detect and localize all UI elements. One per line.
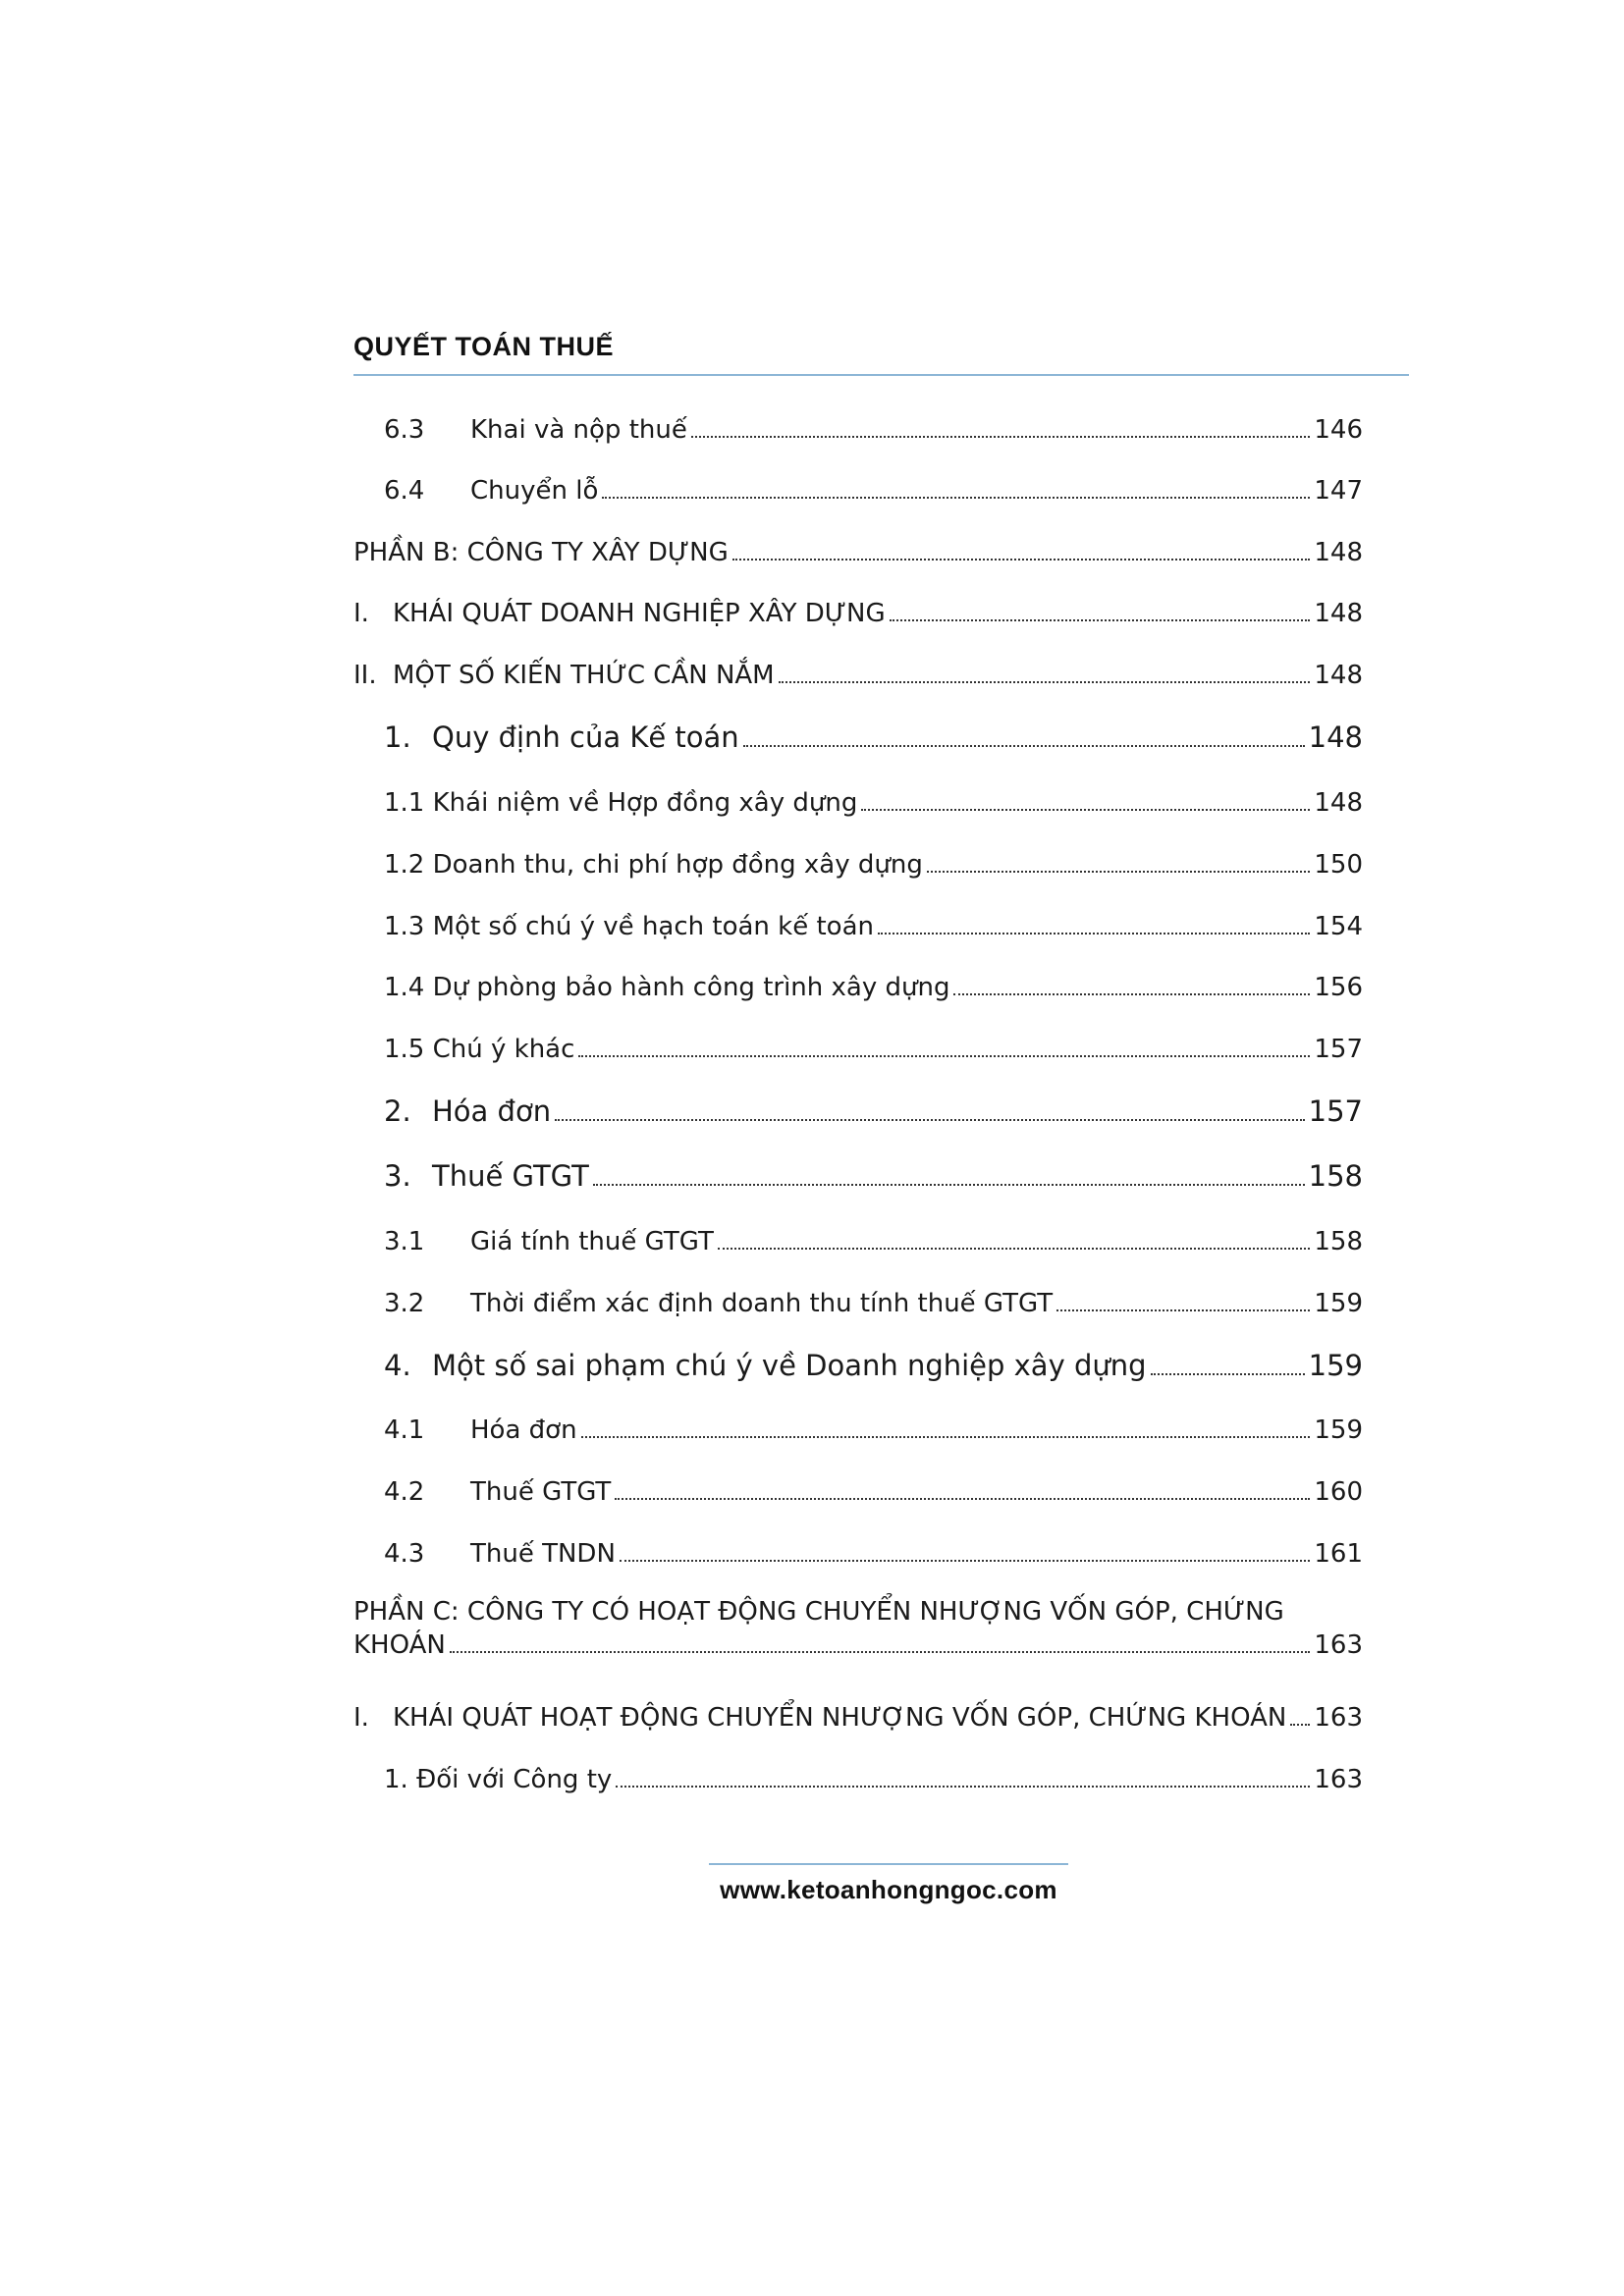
- toc-entry[interactable]: [384, 914, 1363, 939]
- toc-entry-title: 1.2 Doanh thu, chi phí hợp đồng xây dựng: [384, 850, 923, 880]
- toc-entry[interactable]: [353, 601, 1363, 626]
- toc-entry-page: 159: [1308, 1349, 1363, 1382]
- toc-entry-page: 160: [1314, 1477, 1363, 1507]
- toc-leader: [927, 871, 1311, 873]
- toc-entry-number: II.: [353, 661, 377, 690]
- toc-entry[interactable]: [384, 975, 1363, 1000]
- toc-entry-page: 146: [1314, 415, 1363, 445]
- toc-entry[interactable]: [353, 540, 1363, 565]
- toc-entry-page: 150: [1314, 850, 1363, 880]
- toc-entry[interactable]: [384, 417, 1363, 443]
- toc-entry[interactable]: [384, 790, 1363, 816]
- toc-entry-page: 163: [1314, 1630, 1363, 1660]
- toc-leader: [593, 1184, 1305, 1186]
- toc-entry-page: 154: [1314, 912, 1363, 941]
- toc-entry[interactable]: [384, 1037, 1363, 1062]
- toc-entry-title: KHÁI QUÁT HOẠT ĐỘNG CHUYỂN NHƯỢNG VỐN GÓP, CHỨNG KHOÁN: [393, 1703, 1287, 1733]
- toc-entry-title: Thuế GTGT: [432, 1159, 589, 1193]
- toc-entry-number: 1.: [384, 721, 411, 754]
- toc-entry-title: Khai và nộp thuế: [470, 415, 687, 445]
- toc-leader: [616, 1786, 1310, 1788]
- page-footer: [709, 1863, 1068, 1905]
- toc-entry[interactable]: [384, 1159, 1363, 1193]
- toc-entry-page: 159: [1314, 1415, 1363, 1445]
- toc-leader: [861, 809, 1310, 811]
- toc-entry-number: 4.: [384, 1349, 411, 1382]
- toc-leader: [602, 497, 1310, 499]
- toc-leader: [620, 1560, 1310, 1562]
- toc-entry-number: 6.4: [384, 476, 425, 506]
- toc-leader: [691, 436, 1311, 438]
- toc-entry-number: 3.1: [384, 1227, 425, 1256]
- toc-entry-number: 4.2: [384, 1477, 425, 1507]
- toc-entry-page: 148: [1314, 661, 1363, 690]
- toc-entry-page: 148: [1314, 788, 1363, 818]
- toc-entry-title: 1.1 Khái niệm về Hợp đồng xây dựng: [384, 788, 858, 818]
- toc-leader: [1151, 1373, 1305, 1375]
- toc-entry-page: 159: [1314, 1289, 1363, 1318]
- toc-entry-page: 157: [1314, 1035, 1363, 1064]
- toc-entry[interactable]: [353, 1705, 1363, 1731]
- toc-entry-title: 1.5 Chú ý khác: [384, 1035, 575, 1064]
- toc-entry-title: Chuyển lỗ: [470, 476, 599, 506]
- toc-entry-number: 6.3: [384, 415, 425, 445]
- toc-entry-title: Một số sai phạm chú ý về Doanh nghiệp xây dựng: [432, 1349, 1147, 1382]
- page-header: [353, 334, 1409, 376]
- toc-entry-page: 163: [1314, 1703, 1363, 1733]
- toc-entry-number: 3.: [384, 1159, 411, 1193]
- toc-entry[interactable]: [384, 1541, 1363, 1567]
- toc-entry[interactable]: [384, 1229, 1363, 1255]
- toc-entry[interactable]: [353, 663, 1363, 688]
- toc-leader: [1056, 1309, 1310, 1311]
- toc-leader: [555, 1119, 1305, 1121]
- toc-entry[interactable]: [384, 1767, 1363, 1792]
- toc-entry-page: 161: [1314, 1539, 1363, 1569]
- toc-entry[interactable]: [384, 1417, 1363, 1443]
- toc-entry-page: 158: [1314, 1227, 1363, 1256]
- toc-leader: [450, 1651, 1311, 1653]
- toc-entry-page: 148: [1314, 599, 1363, 628]
- toc-entry-title: Hóa đơn: [432, 1095, 552, 1128]
- toc-leader: [578, 1055, 1310, 1057]
- toc-leader: [1290, 1724, 1310, 1726]
- toc-entry-title: 1. Đối với Công ty: [384, 1765, 613, 1794]
- toc-entry[interactable]: [384, 1097, 1363, 1126]
- toc-entry-title: Thời điểm xác định doanh thu tính thuế GTGT: [470, 1289, 1054, 1318]
- toc-entry-page: 148: [1308, 721, 1363, 754]
- toc-leader: [732, 559, 1311, 561]
- toc-entry-number: 3.2: [384, 1289, 425, 1318]
- footer-website[interactable]: www.ketoanhongngoc.com: [720, 1875, 1057, 1904]
- toc-entry[interactable]: [384, 1291, 1363, 1316]
- toc-entry[interactable]: [384, 723, 1363, 752]
- toc-entry-title: PHẦN C: CÔNG TY CÓ HOẠT ĐỘNG CHUYỂN NHƯỢNG VỐN GÓP, CHỨNG: [353, 1597, 1284, 1627]
- toc-entry-number: I.: [353, 599, 369, 628]
- toc-entry-title: 1.3 Một số chú ý về hạch toán kế toán: [384, 912, 875, 941]
- toc-entry[interactable]: [384, 1349, 1363, 1382]
- toc-leader: [615, 1498, 1310, 1500]
- toc-entry[interactable]: [384, 478, 1363, 504]
- toc-entry-title: 1.4 Dự phòng bảo hành công trình xây dựng: [384, 973, 950, 1002]
- toc-entry-title: Giá tính thuế GTGT: [470, 1227, 714, 1256]
- toc-leader: [890, 619, 1311, 621]
- toc-entry-number: 4.3: [384, 1539, 425, 1569]
- toc-leader: [581, 1436, 1311, 1438]
- header-divider: [353, 374, 1409, 376]
- toc-entry-page: 163: [1314, 1765, 1363, 1794]
- footer-divider: [709, 1863, 1068, 1865]
- toc-entry-title: Quy định của Kế toán: [432, 721, 739, 754]
- toc-leader: [743, 745, 1305, 747]
- toc-leader: [718, 1248, 1311, 1250]
- toc-entry-title: PHẦN B: CÔNG TY XÂY DỰNG: [353, 538, 729, 567]
- toc-entry-title: Hóa đơn: [470, 1415, 577, 1445]
- toc-entry-title: MỘT SỐ KIẾN THỨC CẦN NẮM: [393, 661, 775, 690]
- toc-entry-title: Thuế GTGT: [470, 1477, 612, 1507]
- page-title: QUYẾT TOÁN THUẾ: [353, 332, 615, 361]
- toc-entry-page: 148: [1314, 538, 1363, 567]
- toc-leader: [953, 993, 1310, 995]
- toc-entry-page: 156: [1314, 973, 1363, 1002]
- toc-entry-title-cont: KHOÁN: [353, 1630, 446, 1660]
- toc-entry[interactable]: [384, 1479, 1363, 1505]
- toc-entry-title: KHÁI QUÁT DOANH NGHIỆP XÂY DỰNG: [393, 599, 886, 628]
- toc-entry-page: 157: [1308, 1095, 1363, 1128]
- toc-entry-page: 147: [1314, 476, 1363, 506]
- toc-entry[interactable]: [353, 1592, 1363, 1658]
- toc-entry-page: 158: [1308, 1159, 1363, 1193]
- toc-entry-number: I.: [353, 1703, 369, 1733]
- toc-leader: [779, 681, 1311, 683]
- toc-entry-number: 4.1: [384, 1415, 425, 1445]
- toc-leader: [878, 933, 1310, 934]
- toc-entry-number: 2.: [384, 1095, 411, 1128]
- toc-entry[interactable]: [384, 852, 1363, 878]
- toc-entry-title: Thuế TNDN: [470, 1539, 616, 1569]
